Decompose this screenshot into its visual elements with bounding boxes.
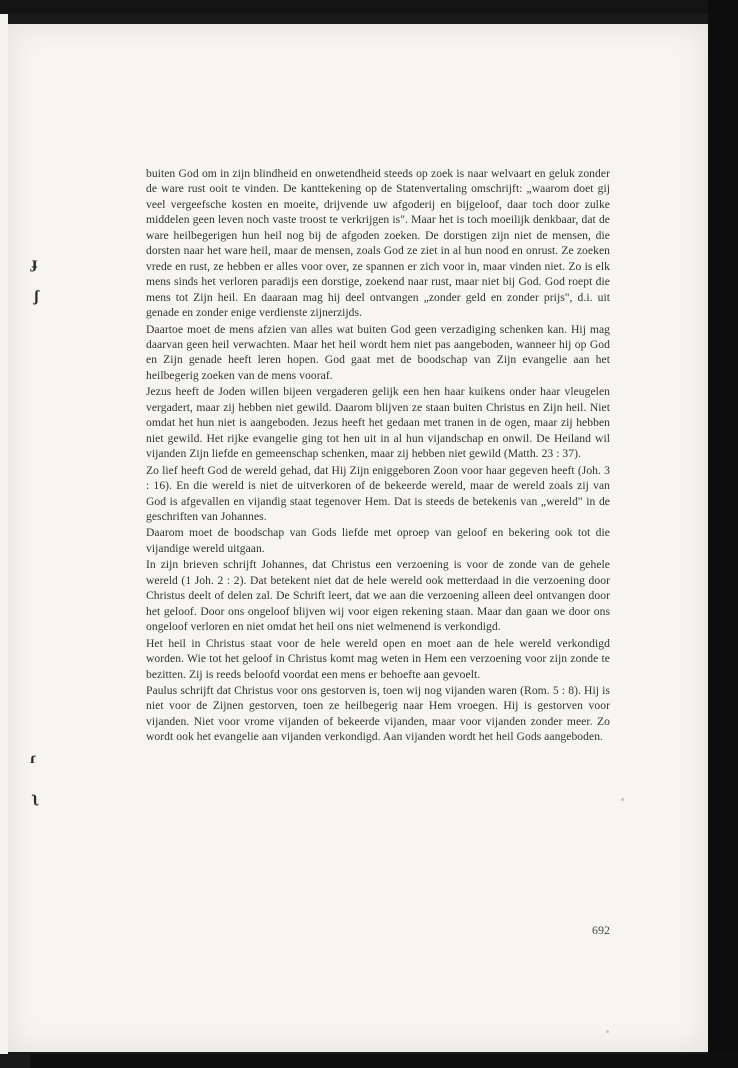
paper-speck: [606, 1030, 609, 1033]
paragraph: buiten God om in zijn blindheid en onwetendheid steeds op zoek is naar welvaart en geluk zonder de ware rust ooit te vinden. De kanttekening op de Statenvertaling omschrijft: „waarom doet gij veel vergeefsche kosten en moeite, drijvende uw afgoderij en bijgeloof, daar toch door zulke middelen geen leven noch vaste troost te verkrijgen is". Maar het is toch moeilijk denkbaar, dat de ware heilbegerigen hun heil nog bij de afgoden zoeken. De dorstigen zijn niet de mensen, die dorsten naar het ware heil, maar de mensen, zoals God ze ziet in al hun nood en onrust. Ze zoeken vrede en rust, ze hebben er alles voor over, ze spannen er zich voor in, maar vinden niet. Zo is elk mens sinds het verloren paradijs een dorstige, zoekend naar rust, maar niet bij God. God roept die mens tot Zijn heil. En daaraan mag hij deel ontvangen „zonder geld en zonder prijs", d.i. uit genade en zonder enige verdienste zijnerzijds.: [146, 167, 610, 320]
margin-mark-4: ʅ: [32, 789, 38, 806]
margin-mark-1: ɟ: [32, 255, 38, 272]
scan-right-border: [708, 0, 738, 1068]
margin-mark-2: ʃ: [34, 288, 39, 305]
paragraph: Paulus schrijft dat Christus voor ons gestorven is, toen wij nog vijanden waren (Rom. 5 : 8). Hij is niet voor de Zijnen gestorven, toen ze heilbegerig naar Hem vroegen. Hij is gestorven voor vijanden. Niet voor vrome vijanden of bekeerde vijanden, maar voor vijanden zonder meer. Zo wordt ook het evangelie aan vijanden verkondigd. Aan vijanden wordt het heil Gods aangeboden.: [146, 683, 610, 744]
scan-top-border: [0, 0, 738, 14]
paragraph: In zijn brieven schrijft Johannes, dat Christus een verzoening is voor de zonde van de gehele wereld (1 Joh. 2 : 2). Dat betekent niet dat de hele wereld ook metterdaad in die verzoening door Christus deelt of delen zal. De Schrift leert, dat we aan die verzoening alleen deel ontvangen door het geloof. Door ons ongeloof blijven wij voor eigen rekening staan. Maar dan gaan we door ons ongeloof verloren en niet omdat het heil ons niet welmenend is verkondigd.: [146, 558, 610, 634]
margin-mark-3: ɾ: [30, 750, 37, 767]
page-number: 692: [592, 923, 610, 937]
scan-left-margin: [0, 14, 8, 1054]
scan-bottom-border: [30, 1054, 738, 1068]
body-text: [146, 166, 610, 746]
paragraph: Daarom moet de boodschap van Gods liefde met oproep van geloof en bekering ook tot die vijandige wereld uitgaan.: [146, 526, 610, 555]
paper-speck: [621, 798, 624, 801]
paragraph: Het heil in Christus staat voor de hele wereld open en moet aan de hele wereld verkondigd worden. Wie tot het geloof in Christus komt mag weten in Hem een verzoening voor zijn zonde te bezitten. Zij is reeds beloofd voordat een mens er behoefte aan gevoelt.: [146, 636, 610, 681]
paragraph: Daartoe moet de mens afzien van alles wat buiten God geen verzadiging schenken kan. Hij mag daarvan geen heil verwachten. Maar het heil wordt hem niet pas aangeboden, wanneer hij op God en Zijn genade heeft leren hopen. God gaat met de boodschap van Zijn evangelie aan het heilbegerig zoeken van de mens vooraf.: [146, 322, 610, 382]
paragraph: Zo lief heeft God de wereld gehad, dat Hij Zijn eniggeboren Zoon voor haar gegeven heeft (Joh. 3 : 16). En die wereld is niet de uitverkoren of de bekeerde wereld, maar de wereld zoals zij van God is afgevallen en vijandig staat tegenover Hem. Dat is steeds de betekenis van „wereld" in de geschriften van Johannes.: [146, 463, 610, 523]
paragraph: Jezus heeft de Joden willen bijeen vergaderen gelijk een hen haar kuikens onder haar vleugelen vergadert, maar zij hebben niet gewild. Daarom blijven ze staan buiten Christus en Zijn heil. Niet omdat het hun niet is aangeboden. Jezus heeft het gedaan met tranen in de ogen, maar zij hebben niet gewild. Het rijke evangelie ging tot hen uit in al hun vijandschap en onwil. De Heiland wil vijanden Zijn liefde en gemeenschap schenken, maar zij hebben niet gewild (Matth. 23 : 37).: [146, 385, 610, 461]
